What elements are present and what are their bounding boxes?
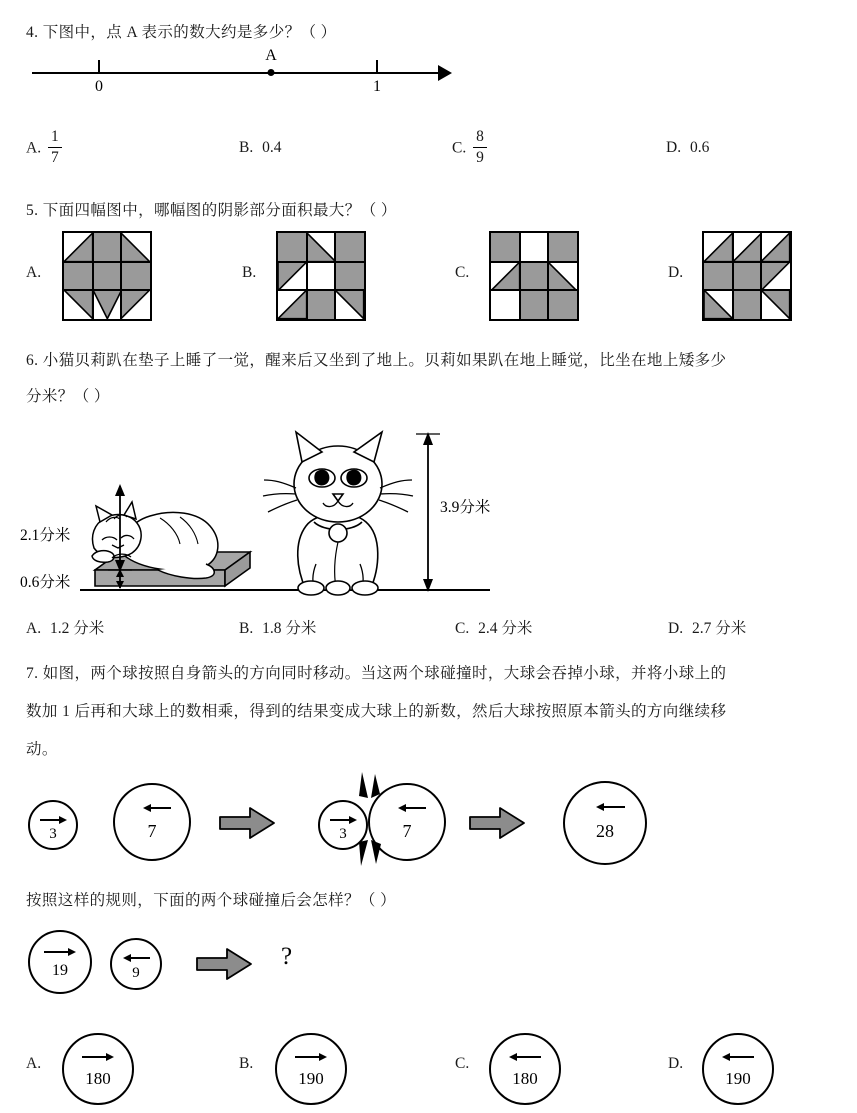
option-label: B. xyxy=(239,1055,254,1072)
grid-cell xyxy=(93,233,122,262)
grid-line-horizontal xyxy=(278,289,364,291)
option-text: 1.2 分米 xyxy=(49,620,105,637)
option-d-label: D. xyxy=(666,139,682,156)
question-4-stem: 4. 下图中，点 A 表示的数大约是多少？（ ） xyxy=(26,24,337,41)
arrow-left-icon xyxy=(386,800,428,818)
option-label: B. xyxy=(242,264,257,281)
question-6-option-c[interactable] xyxy=(455,616,532,638)
fraction-bar xyxy=(473,147,487,148)
grid-line-horizontal xyxy=(491,261,577,263)
grid-line-vertical xyxy=(306,233,308,319)
option-label: A. xyxy=(26,620,42,637)
question-5-figure-c[interactable] xyxy=(489,231,579,321)
sitting-cat-height-label: 3.9分米 xyxy=(440,499,491,516)
question-7-option-b-label[interactable] xyxy=(239,1055,253,1073)
grid-cell xyxy=(491,262,520,291)
number-line-axis xyxy=(32,72,442,74)
process-arrow-3-icon xyxy=(195,947,253,986)
question-7-stem-line1: 7. 如图，两个球按照自身箭头的方向同时移动。当这两个球碰撞时，大球会吞掉小球，并将小球上的 xyxy=(26,665,727,682)
number-line-tick-label-1: 1 xyxy=(373,78,381,95)
number-line-arrowhead xyxy=(438,65,452,81)
grid-cell xyxy=(491,290,520,319)
grid-cell xyxy=(704,233,733,262)
question-5-figure-d[interactable] xyxy=(702,231,792,321)
option-label: D. xyxy=(668,264,684,281)
grid-line-vertical xyxy=(92,233,94,319)
number-line-point-a xyxy=(268,69,275,76)
question-4-option-b[interactable] xyxy=(239,139,281,157)
option-text: 2.7 分米 xyxy=(691,620,747,637)
question-7-options xyxy=(0,1020,857,1110)
question-4-option-d[interactable] xyxy=(666,139,709,157)
option-label: D. xyxy=(668,620,684,637)
puzzle-result-question-mark: ? xyxy=(281,943,293,970)
option-label: C. xyxy=(455,620,470,637)
grid-cell xyxy=(278,233,307,262)
number-line-figure xyxy=(32,47,452,108)
number-line-point-a-label: A xyxy=(265,47,277,64)
option-a-fraction xyxy=(48,129,62,167)
grid-cell xyxy=(520,233,549,262)
grid-line-vertical xyxy=(547,233,549,319)
grid-cell xyxy=(733,233,762,262)
arrow-left-icon xyxy=(583,799,627,817)
option-label: C. xyxy=(455,264,470,281)
option-b-label: B. xyxy=(239,139,254,156)
question-6-option-b[interactable] xyxy=(239,616,316,638)
question-6-stem-line2: 分米？（ ） xyxy=(26,388,110,405)
question-7-option-a-value: 180 xyxy=(85,1069,111,1088)
grid-line-horizontal xyxy=(491,289,577,291)
example-ball-3-value: 3 xyxy=(49,826,57,842)
grid-cell xyxy=(278,290,307,319)
grid-cell xyxy=(278,262,307,291)
grid-cell xyxy=(761,262,790,291)
grid-line-horizontal xyxy=(278,261,364,263)
question-5-figure-a[interactable] xyxy=(62,231,152,321)
question-4-option-c[interactable] xyxy=(452,130,487,168)
grid-line-horizontal xyxy=(704,261,790,263)
example-collision-ball-3-value: 3 xyxy=(339,826,347,842)
grid-cell xyxy=(704,262,733,291)
grid-cell xyxy=(93,262,122,291)
process-arrow-2-icon xyxy=(468,806,526,845)
number-line-tick-1 xyxy=(376,60,378,74)
question-7-option-d-value: 190 xyxy=(725,1069,751,1088)
example-ball-3 xyxy=(28,800,78,850)
grid-line-vertical xyxy=(334,233,336,319)
grid-cell xyxy=(335,233,364,262)
collision-spark-icon xyxy=(348,770,388,875)
grid-cell xyxy=(761,290,790,319)
fraction-denominator: 7 xyxy=(50,149,59,167)
grid-line-horizontal xyxy=(64,289,150,291)
puzzle-ball-9-value: 9 xyxy=(132,965,140,981)
option-label: B. xyxy=(239,620,254,637)
grid-cell xyxy=(491,233,520,262)
arrow-right-icon xyxy=(42,944,78,962)
option-label: A. xyxy=(26,1055,42,1072)
fraction-numerator: 8 xyxy=(476,128,484,145)
grid-cell xyxy=(520,290,549,319)
example-result-ball-28 xyxy=(563,781,647,865)
grid-cell xyxy=(335,290,364,319)
grid-cell xyxy=(548,262,577,291)
question-5-option-b-label[interactable] xyxy=(242,264,256,282)
question-6-option-a[interactable] xyxy=(26,616,104,638)
puzzle-ball-19-value: 19 xyxy=(52,962,68,979)
question-4-options xyxy=(0,122,857,167)
number-line-tick-label-0: 0 xyxy=(95,78,103,95)
option-b-text: 0.4 xyxy=(262,139,282,156)
question-7-option-a-label[interactable] xyxy=(26,1055,41,1073)
option-text: 1.8 分米 xyxy=(262,620,317,637)
fraction-denominator: 9 xyxy=(476,149,484,167)
grid-cell xyxy=(520,262,549,291)
cushion-height-label: 0.6分米 xyxy=(20,574,71,591)
arrow-right-icon xyxy=(293,1049,329,1067)
arrow-left-icon xyxy=(720,1049,756,1067)
question-5-option-c-label[interactable] xyxy=(455,264,469,282)
collision-example-diagram xyxy=(0,778,857,878)
question-5-option-d-label[interactable] xyxy=(668,264,683,282)
grid-cell xyxy=(307,290,336,319)
grid-cell xyxy=(335,262,364,291)
lying-cat-height-label: 2.1分米 xyxy=(20,527,71,544)
question-6-options xyxy=(0,612,857,652)
grid-cell xyxy=(733,290,762,319)
puzzle-ball-19 xyxy=(28,930,92,994)
grid-cell xyxy=(704,290,733,319)
option-label: C. xyxy=(455,1055,470,1072)
grid-cell xyxy=(64,262,93,291)
grid-cell xyxy=(121,233,150,262)
grid-cell xyxy=(307,262,336,291)
question-6-option-d[interactable] xyxy=(668,616,746,638)
grid-cell xyxy=(121,262,150,291)
option-text: 2.4 分米 xyxy=(478,620,533,637)
grid-line-vertical xyxy=(120,233,122,319)
question-7-option-d-ball[interactable] xyxy=(702,1033,774,1105)
grid-line-vertical xyxy=(760,233,762,319)
grid-cell xyxy=(761,233,790,262)
question-7-stem-line2: 数加 1 后再和大球上的数相乘，得到的结果变成大球上的新数，然后大球按照原本箭头的方向继续移 xyxy=(26,703,727,720)
arrow-right-icon xyxy=(80,1049,116,1067)
collision-puzzle-diagram xyxy=(0,925,500,1003)
question-7-prompt: 按照这样的规则，下面的两个球碰撞后会怎样？（ ） xyxy=(26,892,396,909)
question-6-stem-line1: 6. 小猫贝莉趴在垫子上睡了一觉，醒来后又坐到了地上。贝莉如果趴在地上睡觉，比坐在地上矮多少 xyxy=(26,352,727,369)
grid-cell xyxy=(64,233,93,262)
grid-line-horizontal xyxy=(704,289,790,291)
option-c-label: C. xyxy=(452,139,467,157)
option-label: D. xyxy=(668,1055,684,1072)
question-4-option-a[interactable] xyxy=(26,130,62,168)
question-7-option-c-ball[interactable] xyxy=(489,1033,561,1105)
example-result-ball-28-value: 28 xyxy=(596,821,614,841)
puzzle-ball-9 xyxy=(110,938,162,990)
grid-cell xyxy=(93,290,122,319)
question-7-stem-line3: 动。 xyxy=(26,741,58,758)
question-7-option-b-value: 190 xyxy=(298,1069,324,1088)
example-ball-7 xyxy=(113,783,191,861)
arrow-left-icon xyxy=(507,1049,543,1067)
number-line-tick-0 xyxy=(98,60,100,74)
option-c-fraction xyxy=(473,129,487,167)
question-5-option-a-label[interactable] xyxy=(26,264,41,282)
grid-cell xyxy=(64,290,93,319)
question-5-stem: 5. 下面四幅图中，哪幅图的阴影部分面积最大？（ ） xyxy=(26,202,397,219)
example-collision-ball-7-value: 7 xyxy=(402,821,412,841)
option-a-label: A. xyxy=(26,139,42,157)
grid-line-vertical xyxy=(732,233,734,319)
example-ball-7-value: 7 xyxy=(147,821,157,841)
question-7-option-c-value: 180 xyxy=(512,1069,538,1088)
fraction-bar xyxy=(48,147,62,148)
option-d-text: 0.6 xyxy=(689,139,710,156)
grid-line-vertical xyxy=(519,233,521,319)
grid-cell xyxy=(548,233,577,262)
question-7-option-a-ball[interactable] xyxy=(62,1033,134,1105)
question-7-option-b-ball[interactable] xyxy=(275,1033,347,1105)
grid-cell xyxy=(548,290,577,319)
question-5-figure-b[interactable] xyxy=(276,231,366,321)
grid-cell xyxy=(307,233,336,262)
question-7-option-d-label[interactable] xyxy=(668,1055,683,1073)
question-7-option-c-label[interactable] xyxy=(455,1055,469,1073)
grid-cell xyxy=(121,290,150,319)
option-label: A. xyxy=(26,264,42,281)
grid-line-horizontal xyxy=(64,261,150,263)
process-arrow-1-icon xyxy=(218,806,276,845)
arrow-left-icon xyxy=(131,800,173,818)
grid-cell xyxy=(733,262,762,291)
fraction-numerator: 1 xyxy=(50,128,59,145)
